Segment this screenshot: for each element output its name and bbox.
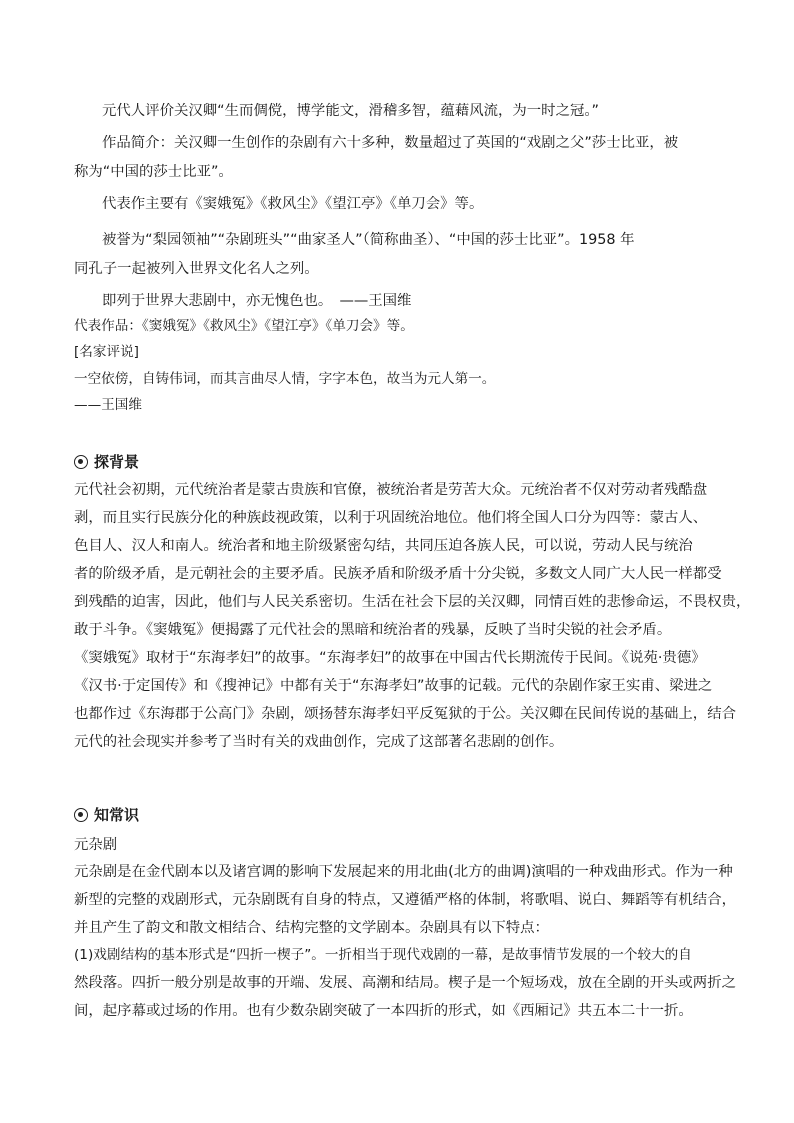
intro-representative-works: 代表作品：《窦娥冤》《救风尘》《望江亭》《单刀会》等。	[74, 318, 414, 334]
knowledge-line: (1)戏剧结构的基本形式是“四折一楔子”。一折相当于现代戏剧的一幕，是故事情节发展的一个较大的自	[74, 947, 692, 963]
background-line: 《汉书·于定国传》和《搜神记》中都有关于“东海孝妇”故事的记载。元代的杂剧作家王实甫、梁进之	[74, 678, 713, 694]
section-heading-background-label: 探背景	[94, 453, 140, 471]
knowledge-subtitle: 元杂剧	[74, 837, 118, 853]
background-line: 也都作过《东海郡于公高门》杂剧，颂扬替东海孝妇平反冤狱的于公。关汉卿在民间传说的基础上，结合	[74, 706, 736, 722]
background-line: 元代社会初期，元代统治者是蒙古贵族和官僚，被统治者是劳苦大众。元统治者不仅对劳动者残酷盘	[74, 482, 708, 498]
intro-critic-author: ——王国维	[74, 397, 142, 413]
section-heading-knowledge	[74, 805, 139, 825]
background-line: 者的阶级矛盾，是元朝社会的主要矛盾。民族矛盾和阶级矛盾十分尖锐，多数文人同广大人民一样都受	[74, 566, 722, 582]
intro-quote-wangguowei: 即列于世界大悲剧中，亦无愧色也。 ——王国维	[102, 293, 412, 309]
background-line: 剥，而且实行民族分化的种族歧视政策，以利于巩固统治地位。他们将全国人口分为四等：蒙古人、	[74, 510, 708, 526]
intro-paragraph-evaluation: 元代人评价关汉卿“生而倜傥，博学能文，滑稽多智，蕴藉风流，为一时之冠。”	[102, 103, 599, 119]
background-line: 色目人、汉人和南人。统治者和地主阶级紧密勾结，共同压迫各族人民，可以说，劳动人民与统治	[74, 538, 693, 554]
knowledge-line: 然段落。四折一般分别是故事的开端、发展、高潮和结局。楔子是一个短场戏，放在全剧的开头或两折之	[74, 975, 736, 991]
intro-paragraph-representative: 代表作主要有《窦娥冤》《救风尘》《望江亭》《单刀会》等。	[102, 196, 484, 212]
intro-critics-label: [名家评说]	[74, 344, 139, 360]
background-line: 元代的社会现实并参考了当时有关的戏曲创作，完成了这部著名悲剧的创作。	[74, 734, 564, 750]
intro-paragraph-works-line1: 作品简介：关汉卿一生创作的杂剧有六十多种，数量超过了英国的“戏剧之父”莎士比亚，被	[102, 135, 679, 151]
section-heading-knowledge-label: 知常识	[94, 806, 140, 824]
bullet-circle-icon	[74, 808, 88, 822]
knowledge-line: 并且产生了韵文和散文相结合、结构完整的文学剧本。杂剧具有以下特点：	[74, 920, 549, 936]
knowledge-line: 元杂剧是在金代剧本以及诸宫调的影响下发展起来的用北曲(北方的曲调)演唱的一种戏曲形式。作为一种	[74, 864, 733, 880]
background-line: 《窦娥冤》取材于“东海孝妇”的故事。“东海孝妇”的故事在中国古代长期流传于民间。《说苑·贵德》	[74, 650, 706, 666]
intro-paragraph-titles-line1: 被誉为“梨园领袖”“杂剧班头”“曲家圣人”（简称曲圣）、“中国的莎士比亚”。1958 年	[102, 232, 635, 248]
knowledge-line: 新型的完整的戏剧形式，元杂剧既有自身的特点，又遵循严格的体制，将歌唱、说白、舞蹈等有机结合，	[74, 892, 736, 908]
section-heading-background	[74, 452, 139, 472]
intro-critic-comment: 一空依傍，自铸伟词，而其言曲尽人情，字字本色，故当为元人第一。	[74, 371, 496, 387]
background-line: 到残酷的迫害，因此，他们与人民关系密切。生活在社会下层的关汉卿，同情百姓的悲惨命运，不畏权贵，	[74, 594, 751, 610]
knowledge-line: 间，起序幕或过场的作用。也有少数杂剧突破了一本四折的形式，如《西厢记》共五本二十一折。	[74, 1003, 693, 1019]
bullet-circle-icon	[74, 455, 88, 469]
intro-paragraph-works-line2: 称为“中国的莎士比亚”。	[74, 164, 233, 180]
background-line: 敢于斗争。《窦娥冤》便揭露了元代社会的黑暗和统治者的残暴，反映了当时尖锐的社会矛盾。	[74, 622, 672, 638]
intro-paragraph-titles-line2: 同孔子一起被列入世界文化名人之列。	[74, 261, 319, 277]
